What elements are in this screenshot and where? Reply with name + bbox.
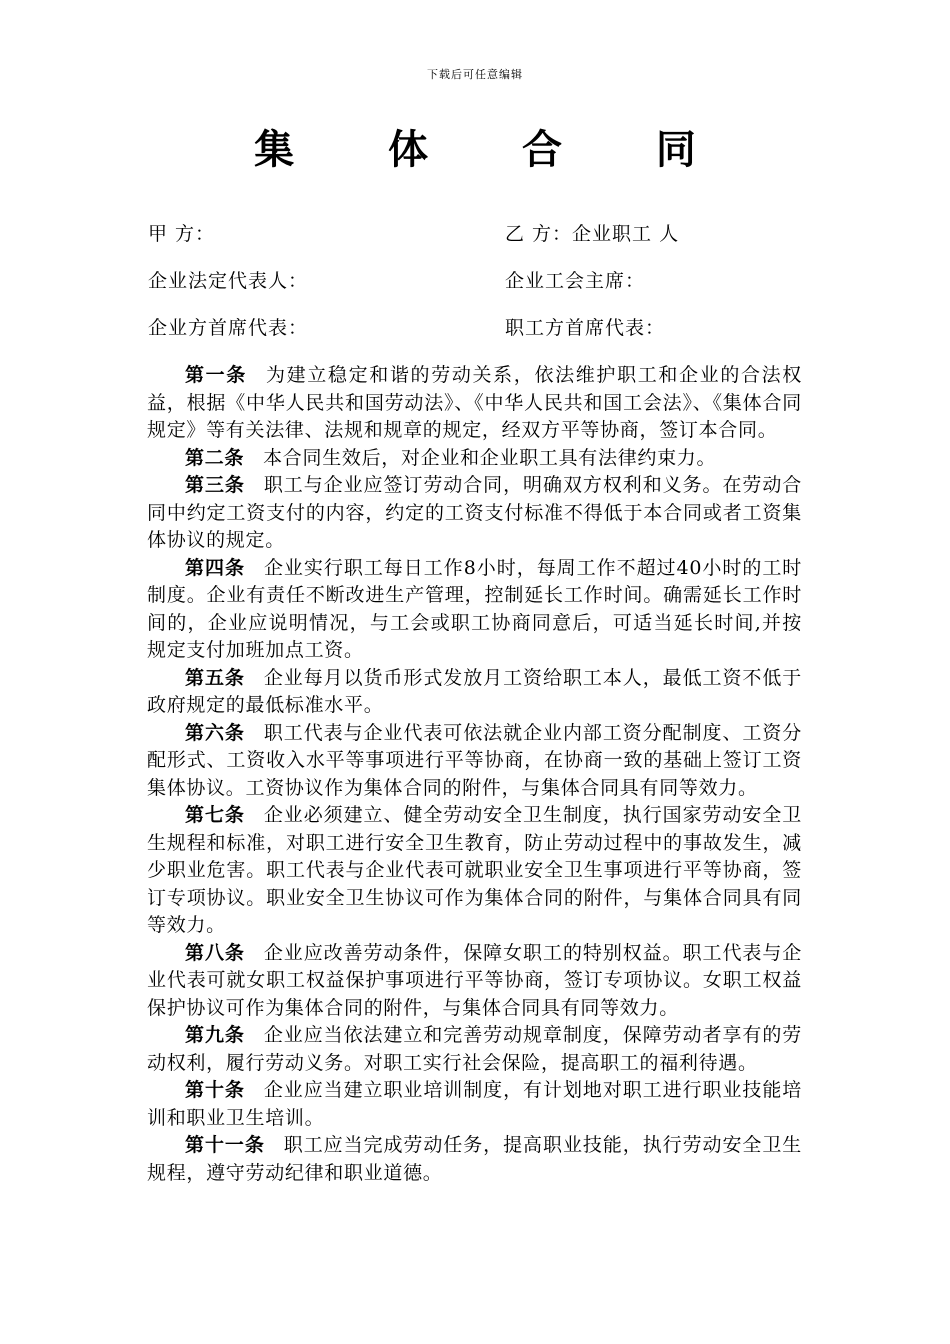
article-number: 第七条 bbox=[185, 804, 245, 826]
article-text: 职工应当完成劳动任务，提高职业技能，执行劳动安全卫生规程，遵守劳动纪律和职业道德。 bbox=[147, 1134, 802, 1184]
article-11 bbox=[147, 1132, 802, 1187]
party-row-3 bbox=[148, 313, 808, 343]
article-number: 第三条 bbox=[185, 474, 245, 496]
article-number: 第十一条 bbox=[185, 1134, 265, 1156]
union-chairman-label: 企业工会主席： bbox=[505, 270, 646, 292]
party-row-1 bbox=[148, 219, 808, 249]
header-note: 下载后可任意编辑 bbox=[427, 68, 523, 81]
article-5 bbox=[147, 665, 802, 720]
article-text: 本合同生效后，对企业和企业职工具有法律约束力。 bbox=[263, 446, 717, 469]
document-title: 集 体 合 同 bbox=[254, 126, 736, 173]
article-2 bbox=[147, 445, 802, 473]
party-row-2 bbox=[148, 266, 808, 296]
article-number: 第六条 bbox=[185, 721, 245, 744]
article-text: 企业应改善劳动条件，保障女职工的特别权益。职工代表与企业代表可就女职工权益保护事项进行平等协商，签订专项协议。女职工权益保护协议可作为集体合同的附件，与集体合同具有同等效力。 bbox=[147, 941, 802, 1019]
article-8 bbox=[147, 940, 802, 1023]
article-9 bbox=[147, 1022, 802, 1077]
enterprise-chief-rep-label: 企业方首席代表： bbox=[148, 317, 309, 339]
article-3 bbox=[147, 472, 802, 555]
article-1 bbox=[147, 362, 802, 445]
article-text: 为建立稳定和谐的劳动关系，依法维护职工和企业的合法权益，根据《中华人民共和国劳动法》、《中华人民共和国工会法》、《集体合同规定》等有关法律、法规和规章的规定，经双方平等协商，签订本合同。 bbox=[147, 364, 802, 441]
article-number: 第十条 bbox=[185, 1079, 245, 1101]
article-6 bbox=[147, 720, 802, 803]
article-number: 第四条 bbox=[185, 556, 245, 579]
article-number: 第九条 bbox=[185, 1024, 245, 1046]
legal-representative-label: 企业法定代表人： bbox=[148, 270, 309, 292]
article-text: 职工与企业应签订劳动合同，明确双方权利和义务。在劳动合同中约定工资支付的内容，约定的工资支付标准不得低于本合同或者工资集体协议的规定。 bbox=[147, 474, 802, 551]
article-text: 企业应当依法建立和完善劳动规章制度，保障劳动者享有的劳动权利，履行劳动义务。对职工实行社会保险，提高职工的福利待遇。 bbox=[147, 1024, 802, 1074]
article-number: 第八条 bbox=[185, 941, 245, 964]
article-number: 第一条 bbox=[185, 364, 247, 386]
articles-section bbox=[147, 362, 802, 1187]
article-text: 企业实行职工每日工作8小时，每周工作不超过40小时的工时制度。企业有责任不断改进生产管理，控制延长工作时间。确需延长工作时间的，企业应说明情况，与工会或职工协商同意后，可适当延长时间,并按规定支付加班加点工资。 bbox=[147, 556, 802, 661]
article-text: 职工代表与企业代表可依法就企业内部工资分配制度、工资分配形式、工资收入水平等事项进行平等协商，在协商一致的基础上签订工资集体协议。工资协议作为集体合同的附件，与集体合同具有同等效力。 bbox=[147, 721, 802, 799]
article-10 bbox=[147, 1077, 802, 1132]
party-a-label: 甲 方： bbox=[148, 223, 216, 245]
employee-chief-rep-label: 职工方首席代表： bbox=[505, 317, 666, 339]
article-7 bbox=[147, 802, 802, 940]
article-text: 企业每月以货币形式发放月工资给职工本人，最低工资不低于政府规定的最低标准水平。 bbox=[147, 666, 802, 716]
party-b-label: 乙 方：企业职工 人 bbox=[505, 223, 680, 245]
article-number: 第二条 bbox=[185, 446, 245, 469]
article-4 bbox=[147, 555, 802, 665]
article-text: 企业必须建立、健全劳动安全卫生制度，执行国家劳动安全卫生规程和标准，对职工进行安全卫生教育，防止劳动过程中的事故发生，减少职业危害。职工代表与企业代表可就职业安全卫生事项进行平等协商，签订专项协议。职业安全卫生协议可作为集体合同的附件，与集体合同具有同等效力。 bbox=[147, 804, 802, 936]
article-text: 企业应当建立职业培训制度，有计划地对职工进行职业技能培训和职业卫生培训。 bbox=[147, 1079, 802, 1129]
article-number: 第五条 bbox=[185, 666, 245, 689]
